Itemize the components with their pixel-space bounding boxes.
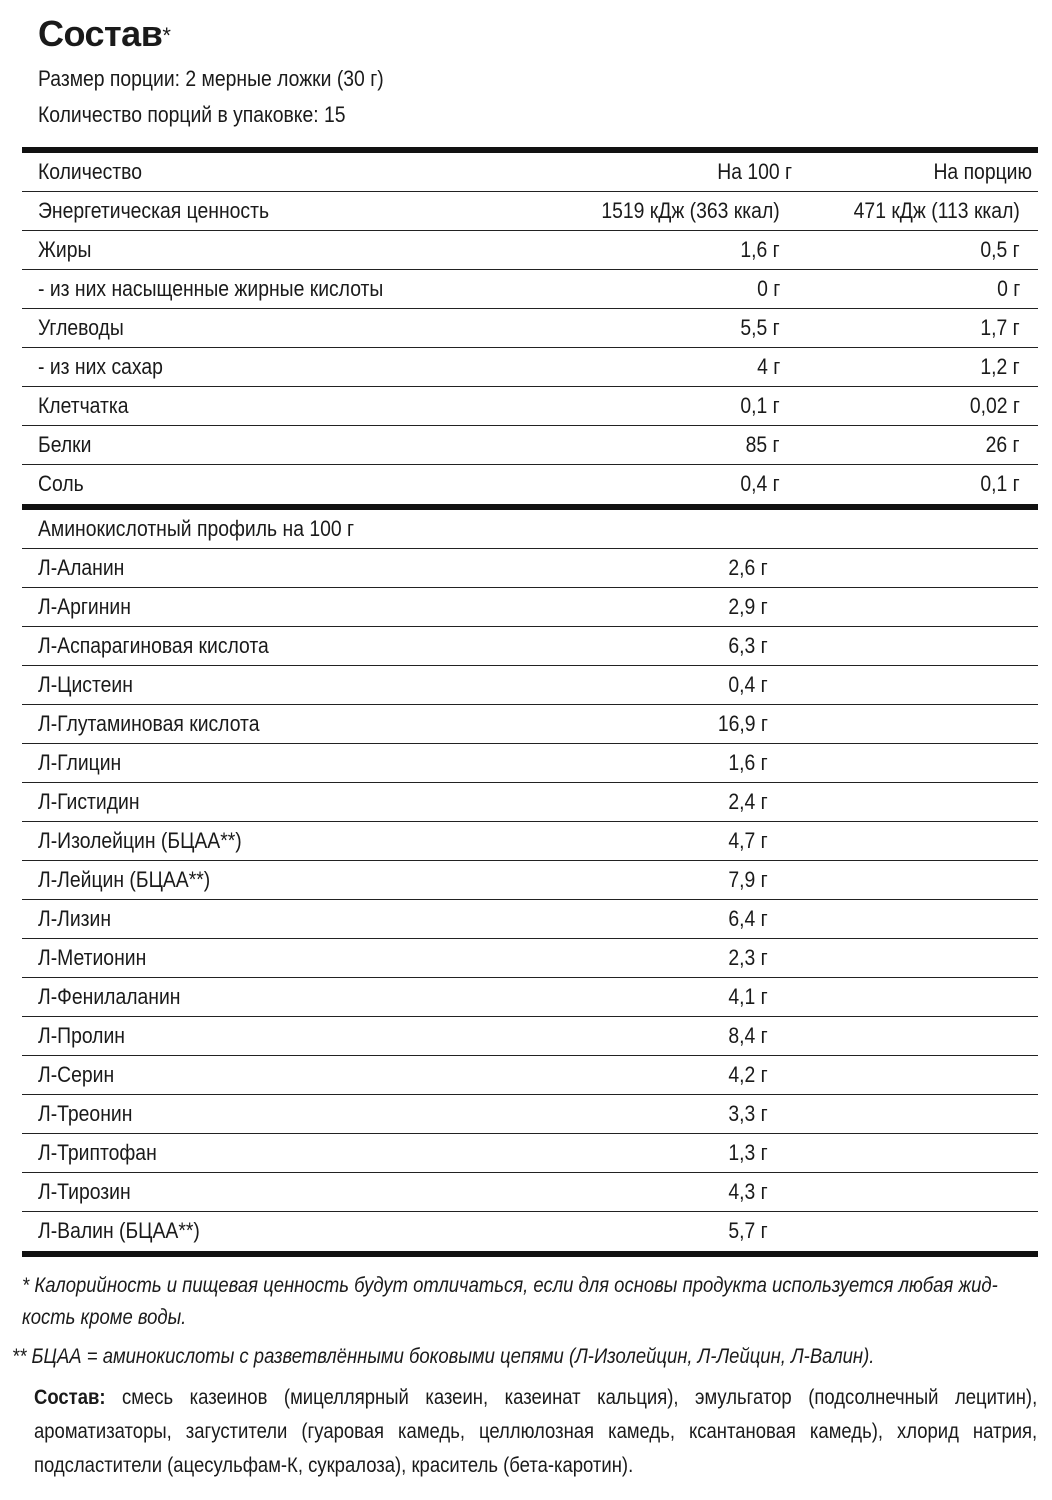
page-title (38, 12, 170, 56)
amino-row (22, 549, 1038, 588)
amino-row (22, 1173, 1038, 1212)
nutrition-row (22, 387, 1038, 426)
amino-name: Л-Глицин (38, 750, 122, 775)
nutrient-per100: 0,1 г (740, 393, 780, 418)
amino-row (22, 978, 1038, 1017)
nutrition-row (22, 192, 1038, 231)
amino-row (22, 1134, 1038, 1173)
nutrient-portion: 1,2 г (980, 354, 1020, 379)
nutrient-name: Энергетическая ценность (38, 198, 270, 223)
nutrient-portion: 0,5 г (980, 237, 1020, 262)
nutrient-per100: 0 г (756, 276, 780, 301)
amino-value: 2,6 г (728, 555, 768, 580)
amino-row (22, 666, 1038, 705)
nutrient-name: - из них насыщенные жирные кислоты (38, 276, 384, 301)
amino-row (22, 588, 1038, 627)
amino-row (22, 1056, 1038, 1095)
nutrient-portion: 26 г (986, 432, 1020, 457)
nutrient-portion: 471 кДж (113 ккал) (853, 198, 1020, 223)
amino-value: 0,4 г (728, 672, 768, 697)
header-portion: На порцию (933, 159, 1032, 184)
amino-row (22, 627, 1038, 666)
amino-value: 4,7 г (728, 828, 768, 853)
nutrition-row (22, 465, 1038, 504)
amino-name: Л-Аланин (38, 555, 125, 580)
amino-value: 2,3 г (728, 945, 768, 970)
nutrition-row (22, 348, 1038, 387)
nutrient-name: - из них сахар (38, 354, 163, 379)
amino-value: 4,1 г (728, 984, 768, 1009)
nutrition-header-row (22, 153, 1038, 192)
amino-name: Л-Метионин (38, 945, 147, 970)
amino-name: Л-Фенилаланин (38, 984, 181, 1009)
title-text: Состав (38, 13, 163, 54)
nutrient-per100: 0,4 г (740, 471, 780, 496)
footnote-calories-text: * Калорийность и пищевая ценность будут отличаться, если для основы продукта используется любая жид-кость кроме воды. (22, 1274, 998, 1329)
nutrient-name: Углеводы (38, 315, 124, 340)
amino-header: Аминокислотный профиль на 100 г (38, 516, 355, 541)
amino-row (22, 705, 1038, 744)
amino-name: Л-Гистидин (38, 789, 140, 814)
amino-name: Л-Треонин (38, 1101, 133, 1126)
nutrient-per100: 1519 кДж (363 ккал) (601, 198, 780, 223)
nutrition-row (22, 231, 1038, 270)
amino-value: 3,3 г (728, 1101, 768, 1126)
amino-name: Л-Тирозин (38, 1179, 131, 1204)
header-name: Количество (38, 159, 142, 184)
amino-value: 8,4 г (728, 1023, 768, 1048)
amino-value: 1,3 г (728, 1140, 768, 1165)
amino-value: 4,2 г (728, 1062, 768, 1087)
amino-value: 2,4 г (728, 789, 768, 814)
nutrition-rows (22, 192, 1038, 504)
amino-name: Л-Валин (БЦАА**) (38, 1218, 200, 1243)
amino-row (22, 861, 1038, 900)
nutrient-per100: 1,6 г (740, 237, 780, 262)
amino-row (22, 744, 1038, 783)
servings-count: Количество порций в упаковке: 15 (38, 102, 346, 127)
amino-name: Л-Аспарагиновая кислота (38, 633, 269, 658)
nutrient-name: Белки (38, 432, 92, 457)
amino-name: Л-Аргинин (38, 594, 131, 619)
amino-value: 5,7 г (728, 1218, 768, 1243)
amino-row (22, 822, 1038, 861)
amino-row (22, 1212, 1038, 1251)
amino-name: Л-Серин (38, 1062, 115, 1087)
amino-name: Л-Пролин (38, 1023, 125, 1048)
nutrition-table (22, 147, 1038, 1257)
amino-name: Л-Лизин (38, 906, 112, 931)
amino-value: 2,9 г (728, 594, 768, 619)
nutrient-per100: 5,5 г (740, 315, 780, 340)
amino-rows (22, 549, 1038, 1251)
nutrient-per100: 4 г (756, 354, 780, 379)
amino-row (22, 1017, 1038, 1056)
composition (34, 1381, 1038, 1483)
footnote-bcaa (12, 1341, 1028, 1373)
amino-name: Л-Триптофан (38, 1140, 157, 1165)
amino-name: Л-Изолейцин (БЦАА**) (38, 828, 242, 853)
nutrient-per100: 85 г (746, 432, 780, 457)
nutrition-row (22, 426, 1038, 465)
amino-row (22, 939, 1038, 978)
amino-name: Л-Лейцин (БЦАА**) (38, 867, 211, 892)
amino-row (22, 783, 1038, 822)
amino-value: 6,3 г (728, 633, 768, 658)
header-per100: На 100 г (717, 159, 792, 184)
nutrition-row (22, 270, 1038, 309)
amino-value: 4,3 г (728, 1179, 768, 1204)
footnote-calories (22, 1270, 1038, 1334)
nutrient-name: Клетчатка (38, 393, 129, 418)
composition-text: смесь казеинов (мицеллярный казеин, казеинат кальция), эмульгатор (подсолнечный лецитин), ароматизаторы, загустители (гуаровая камедь, целлюлозная камедь, ксантановая камедь), хлорид натрия, подсластители (ацесульфам-К, сукралоза), краситель (бета-каротин). (34, 1386, 1038, 1477)
amino-value: 16,9 г (717, 711, 768, 736)
amino-row (22, 900, 1038, 939)
nutrient-name: Жиры (38, 237, 92, 262)
nutrient-name: Соль (38, 471, 84, 496)
serving-size: Размер порции: 2 мерные ложки (30 г) (38, 66, 384, 91)
amino-row (22, 1095, 1038, 1134)
nutrient-portion: 1,7 г (980, 315, 1020, 340)
amino-value: 6,4 г (728, 906, 768, 931)
amino-value: 7,9 г (728, 867, 768, 892)
table-bottom-rule (22, 1251, 1038, 1257)
nutrient-portion: 0,02 г (969, 393, 1020, 418)
nutrient-portion: 0,1 г (980, 471, 1020, 496)
amino-name: Л-Глутаминовая кислота (38, 711, 260, 736)
title-footnote-mark: * (162, 23, 171, 48)
composition-label: Состав: (34, 1386, 106, 1409)
footnote-bcaa-text: ** БЦАА = аминокислоты с разветвлёнными боковыми цепями (Л-Изолейцин, Л-Лейцин, Л-Валин). (12, 1345, 875, 1368)
nutrient-portion: 0 г (996, 276, 1020, 301)
amino-name: Л-Цистеин (38, 672, 133, 697)
amino-header-row (22, 510, 1038, 549)
nutrition-row (22, 309, 1038, 348)
amino-value: 1,6 г (728, 750, 768, 775)
